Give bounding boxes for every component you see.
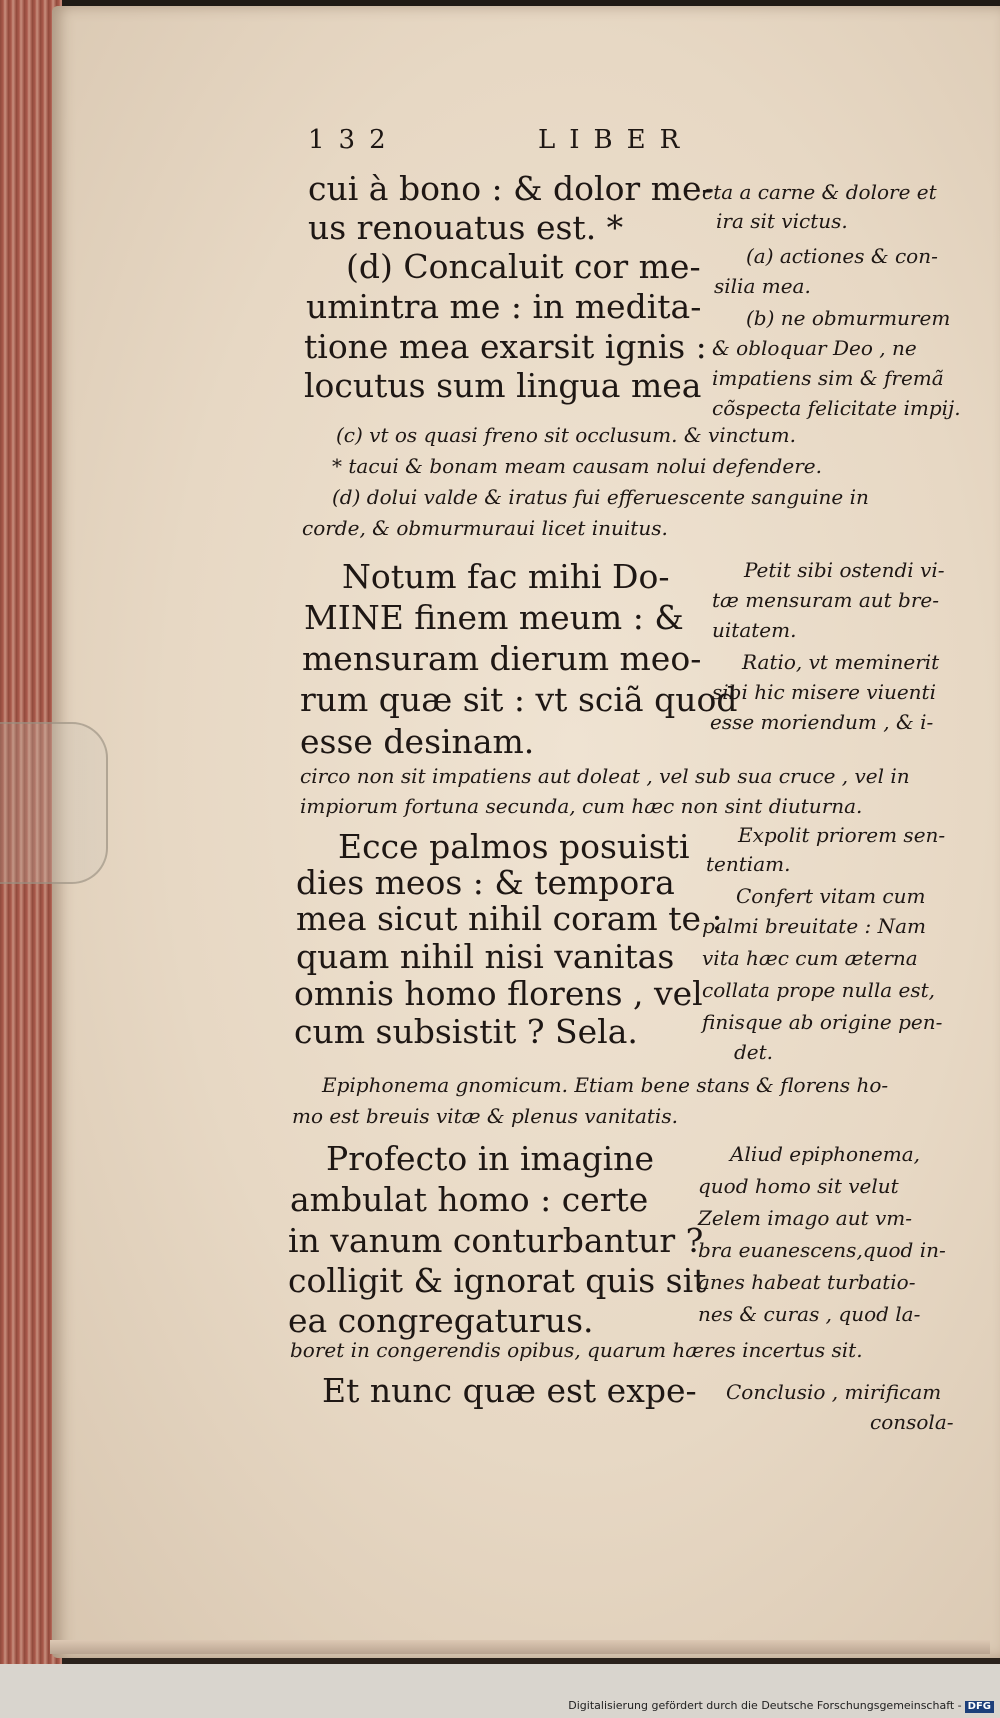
margin-note-line: vita hæc cum æterna: [702, 946, 918, 970]
main-line: ea congregaturus.: [288, 1301, 594, 1340]
main-line: umintra me : in medita-: [306, 287, 702, 326]
margin-note-line: silia mea.: [714, 274, 811, 298]
margin-note-line: esse moriendum , & i-: [710, 710, 934, 734]
page-number: 132: [308, 125, 400, 155]
margin-note-line: & obloquar Deo , ne: [712, 336, 917, 360]
margin-note-line: Aliud epiphonema,: [730, 1142, 920, 1166]
main-line: esse desinam.: [300, 722, 535, 761]
footnote-line: (d) dolui valde & iratus fui efferuescente sanguine in: [332, 485, 869, 509]
margin-note-line: anes habeat turbatio-: [698, 1270, 916, 1294]
running-title: LIBER: [538, 125, 694, 155]
dfg-logo: DFG: [965, 1701, 994, 1713]
footnote-line: boret in congerendis opibus, quarum hæres incertus sit.: [290, 1338, 863, 1362]
main-line: cui à bono : & dolor me-: [308, 169, 713, 208]
footnote-line: mo est breuis vitæ & plenus vanitatis.: [292, 1104, 678, 1128]
margin-note-line: impatiens sim & fremã: [712, 366, 944, 390]
margin-note-line: Ratio, vt meminerit: [742, 650, 940, 674]
main-line: MINE finem meum : &: [304, 598, 684, 637]
credit-text: Digitalisierung gefördert durch die Deutsche Forschungsgemeinschaft -: [568, 1699, 962, 1712]
margin-note-line: Expolit priorem sen-: [738, 823, 946, 847]
margin-note-line: palmi breuitate : Nam: [702, 914, 926, 938]
margin-note-line: finisque ab origine pen-: [702, 1010, 943, 1034]
digitization-credit: [0, 1700, 1000, 1713]
margin-note-line: tæ mensuram aut bre-: [712, 588, 939, 612]
margin-note-line: bra euanescens,quod in-: [698, 1238, 946, 1262]
margin-note-line: ira sit victus.: [716, 209, 848, 233]
margin-note-line: det.: [734, 1040, 774, 1064]
main-line: mea sicut nihil coram te :: [296, 899, 723, 938]
margin-note-line: sibi hic misere viuenti: [712, 680, 936, 704]
main-line: ambulat homo : certe: [290, 1180, 649, 1219]
footnote-line: impiorum fortuna secunda, cum hæc non sint diuturna.: [300, 794, 863, 818]
margin-note-line: (b) ne obmurmurem: [746, 306, 951, 330]
footnote-line: corde, & obmurmuraui licet inuitus.: [302, 516, 668, 540]
main-line: cum subsistit ? Sela.: [294, 1012, 638, 1051]
margin-note-line: Conclusio , mirificam: [726, 1380, 942, 1404]
margin-note-line: Confert vitam cum: [736, 884, 926, 908]
margin-note-line: nes & curas , quod la-: [698, 1302, 921, 1326]
main-line: quam nihil nisi vanitas: [296, 937, 675, 976]
margin-note-line: (a) actiones & con-: [746, 244, 938, 268]
margin-note-line: collata prope nulla est,: [702, 978, 936, 1002]
margin-note-line: cõspecta felicitate impij.: [712, 396, 961, 420]
main-line: in vanum conturbantur ?: [288, 1221, 704, 1260]
main-line: rum quæ sit : vt sciã quod: [300, 680, 738, 719]
main-line: Et nunc quæ est expe-: [322, 1371, 697, 1410]
main-line: dies meos : & tempora: [296, 863, 675, 902]
main-line: Notum fac mihi Do-: [342, 557, 670, 596]
margin-note-line: Zelem imago aut vm-: [698, 1206, 912, 1230]
main-line: colligit & ignorat quis sit: [288, 1261, 707, 1300]
main-line: mensuram dierum meo-: [302, 639, 702, 678]
footnote-line: * tacui & bonam meam causam nolui defendere.: [332, 454, 822, 478]
margin-note-line: Petit sibi ostendi vi-: [744, 558, 945, 582]
main-line: (d) Concaluit cor me-: [346, 247, 701, 286]
main-line: Profecto in imagine: [326, 1139, 654, 1178]
main-line: Ecce palmos posuisti: [338, 827, 690, 866]
main-line: tione mea exarsit ignis :: [304, 327, 707, 366]
clear-page-tab: [0, 722, 108, 884]
footnote-line: circo non sit impatiens aut doleat , vel sub sua cruce , vel in: [300, 764, 910, 788]
margin-note-line: cta a carne & dolore et: [702, 180, 937, 204]
margin-note-line: tentiam.: [706, 852, 791, 876]
main-line: locutus sum lingua mea: [304, 366, 702, 405]
footnote-line: Epiphonema gnomicum. Etiam bene stans & florens ho-: [322, 1073, 889, 1097]
footnote-line: (c) vt os quasi freno sit occlusum. & vinctum.: [336, 423, 796, 447]
main-line: omnis homo florens , vel: [294, 974, 703, 1013]
margin-note-line: quod homo sit velut: [698, 1174, 899, 1198]
margin-note-line: consola-: [870, 1410, 954, 1434]
bottom-page-edge: [50, 1640, 990, 1654]
margin-note-line: uitatem.: [712, 618, 797, 642]
main-line: us renouatus est. *: [308, 208, 624, 247]
